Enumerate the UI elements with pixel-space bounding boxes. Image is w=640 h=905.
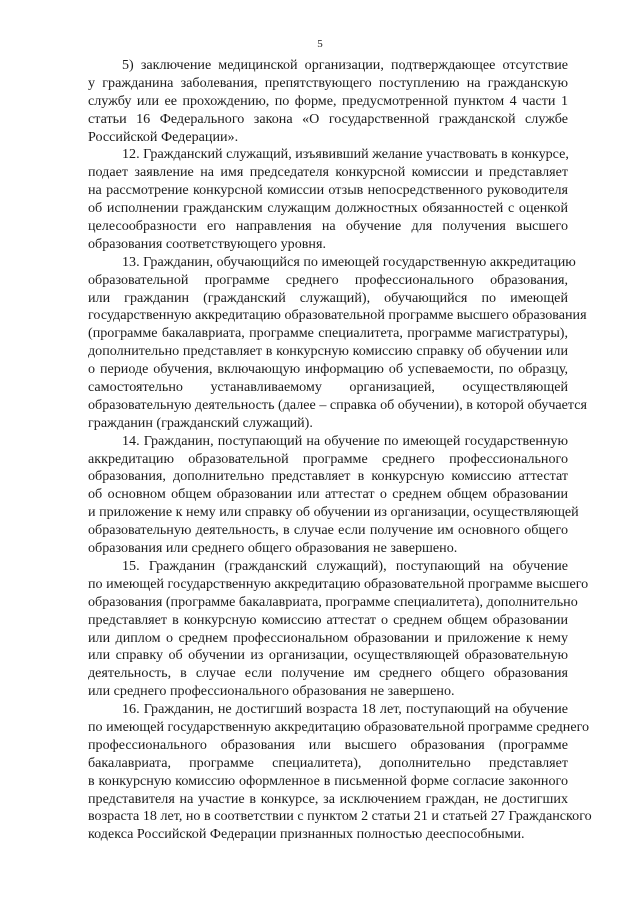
- text-line: 13. Гражданин, обучающийся по имеющей государственную аккредитацию: [122, 253, 576, 270]
- text-line: или диплом о среднем профессиональном образовании и приложение к нему: [88, 629, 568, 646]
- text-line: образования (программе бакалавриата, программе специалитета), дополнительно: [88, 593, 578, 610]
- text-line: образовательную деятельность, в случае если получение им основного общего: [88, 522, 568, 539]
- text-line: представителя на участие в конкурсе, за исключением граждан, не достигших: [88, 790, 568, 807]
- text-line: дополнительно представляет в конкурсную комиссию справку об обучении или: [88, 343, 568, 360]
- text-line: на рассмотрение конкурсной комиссии отзыв непосредственного руководителя: [88, 182, 568, 199]
- text-line: целесообразности его направления на обучение для получения высшего: [88, 218, 568, 235]
- text-line: образования соответствующего уровня.: [88, 235, 326, 252]
- text-line: у гражданина заболевания, препятствующего поступлению на гражданскую: [88, 74, 568, 91]
- text-line: 14. Гражданин, поступающий на обучение по имеющей государственную: [122, 432, 568, 449]
- paragraph-item-12: [88, 146, 568, 253]
- text-line: гражданин (гражданский служащий).: [88, 414, 313, 431]
- text-line: кодекса Российской Федерации признанных полностью дееспособными.: [88, 826, 525, 843]
- text-line: и приложение к нему или справку об обучении из организации, осуществляющей: [88, 504, 579, 521]
- text-line: государственную аккредитацию образовательной программе высшего образования: [88, 307, 587, 324]
- text-line: 15. Гражданин (гражданский служащий), поступающий на обучение: [122, 557, 568, 574]
- text-line: об исполнении гражданским служащим должностных обязанностей с оценкой: [88, 200, 568, 217]
- text-line: представляет в конкурсную комиссию аттестат о среднем общем образовании: [88, 611, 568, 628]
- text-line: (программе бакалавриата, программе специалитета, программе магистратуры),: [88, 325, 568, 342]
- paragraph-item-16: [88, 701, 592, 844]
- text-line: возраста 18 лет, но в соответствии с пунктом 2 статьи 21 и статьей 27 Гражданского: [88, 808, 592, 825]
- text-line: бакалавриата, программе специалитета), дополнительно представляет: [88, 754, 568, 771]
- text-line: или среднего профессионального образования не завершено.: [88, 683, 455, 700]
- text-line: по имеющей государственную аккредитацию образовательной программе среднего: [88, 718, 590, 735]
- text-line: статьи 16 Федерального закона «О государственной гражданской службе: [88, 110, 568, 127]
- text-line: 16. Гражданин, не достигший возраста 18 лет, поступающий на обучение: [122, 701, 568, 718]
- paragraph-item-5: [88, 57, 568, 146]
- text-line: по имеющей государственную аккредитацию образовательной программе высшего: [88, 575, 589, 592]
- text-line: аккредитацию образовательной программе среднего профессионального: [88, 450, 568, 467]
- text-line: образовательную деятельность (далее – справка об обучении), в которой обучается: [88, 396, 587, 413]
- paragraph-item-13: [88, 253, 587, 433]
- text-line: подает заявление на имя председателя конкурсной комиссии и представляет: [88, 164, 568, 181]
- text-line: Российской Федерации».: [88, 128, 239, 145]
- text-line: службу или ее прохождению, по форме, предусмотренной пунктом 4 части 1: [88, 92, 568, 109]
- text-line: об основном общем образовании или аттестат о среднем общем образовании: [88, 486, 568, 503]
- text-line: о периоде обучения, включающую информацию об успеваемости, по образцу,: [88, 361, 568, 378]
- paragraph-item-14: [88, 432, 579, 558]
- document-body: [88, 57, 592, 844]
- text-line: профессионального образования или высшего образования (программе: [88, 736, 568, 753]
- text-line: в конкурсную комиссию оформленное в письменной форме согласие законного: [88, 772, 568, 789]
- text-line: деятельность, в случае если получение им среднего общего образования: [88, 665, 568, 682]
- text-line: образования или среднего общего образования не завершено.: [88, 540, 458, 557]
- text-line: или справку об обучении из организации, осуществляющей образовательную: [88, 647, 568, 664]
- text-line: образовательной программе среднего профессионального образования,: [88, 271, 568, 288]
- text-line: самостоятельно устанавливаемому организацией, осуществляющей: [88, 379, 568, 396]
- text-line: 12. Гражданский служащий, изъявивший желание участвовать в конкурсе,: [122, 146, 569, 163]
- page-number: 5: [317, 38, 323, 50]
- text-line: образования, дополнительно представляет в конкурсную комиссию аттестат: [88, 468, 568, 485]
- text-line: или гражданин (гражданский служащий), обучающийся по имеющей: [88, 289, 568, 306]
- text-line: 5) заключение медицинской организации, подтверждающее отсутствие: [122, 57, 568, 73]
- paragraph-item-15: [88, 557, 589, 701]
